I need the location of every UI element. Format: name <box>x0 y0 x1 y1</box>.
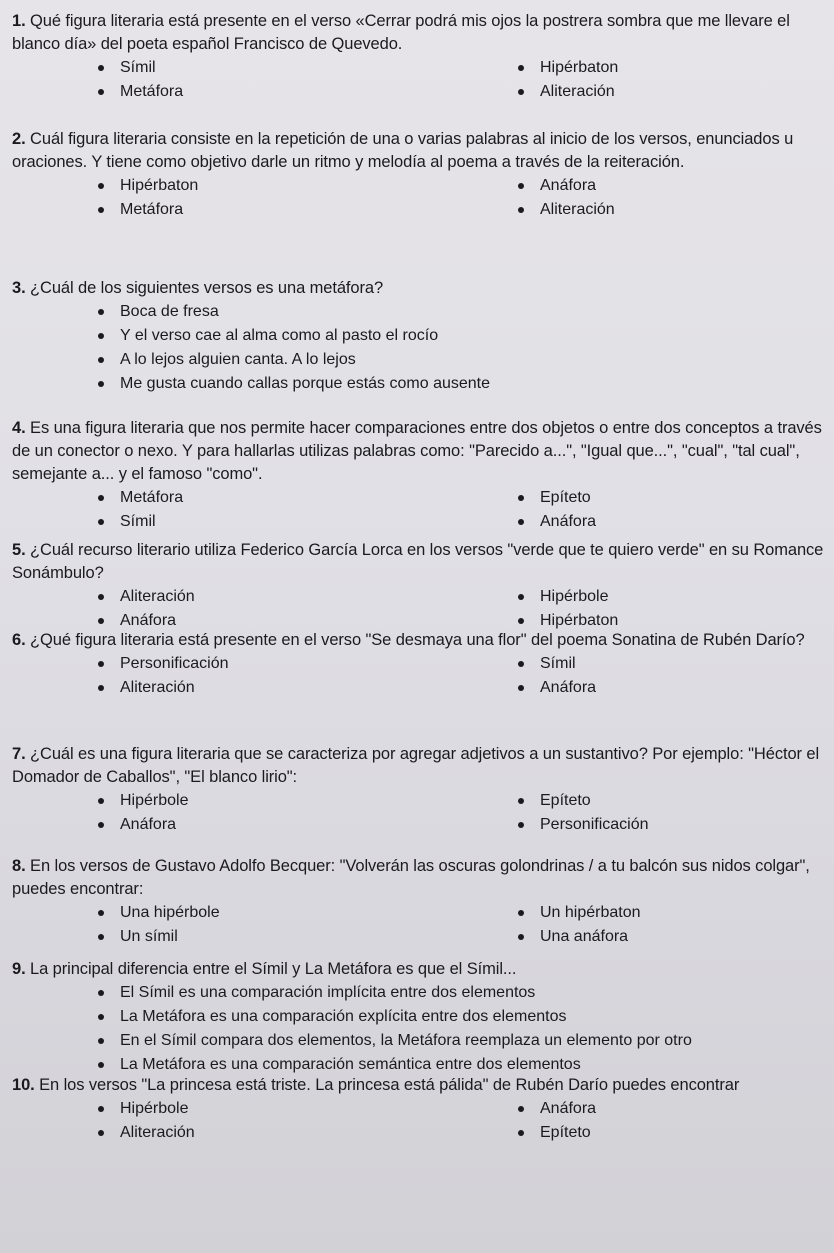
option: Personificación <box>98 652 498 676</box>
option: Anáfora <box>518 1097 818 1121</box>
options <box>98 174 824 222</box>
option: Metáfora <box>98 486 498 510</box>
question-text: Es una figura literaria que nos permite hacer comparaciones entre dos objetos o entre dos conceptos a través de un conector o nexo. Y para hallarlas utilizas palabras como: "Parecido a...", "Igual que...", "cual", "tal cual", semejante a... y el famoso "como". <box>12 419 822 483</box>
option: Hipérbaton <box>518 56 818 80</box>
option: Una hipérbole <box>98 901 498 925</box>
options <box>98 585 824 633</box>
options <box>98 300 824 396</box>
bullet-icon <box>518 1130 524 1136</box>
option: A lo lejos alguien canta. A lo lejos <box>98 348 718 372</box>
options <box>98 486 824 534</box>
bullet-icon <box>98 1130 104 1136</box>
option: Epíteto <box>518 789 818 813</box>
options <box>98 1097 824 1145</box>
bullet-icon <box>98 519 104 525</box>
question-number: 1. <box>12 12 26 30</box>
option: La Metáfora es una comparación explícita entre dos elementos <box>98 1005 718 1029</box>
question-text: En los versos "La princesa está triste. La princesa está pálida" de Rubén Darío puedes encontrar <box>39 1076 740 1094</box>
bullet-icon <box>98 910 104 916</box>
question-8 <box>12 855 824 958</box>
option: Aliteración <box>98 585 498 609</box>
bullet-icon <box>518 1106 524 1112</box>
bullet-icon <box>98 309 104 315</box>
option: Y el verso cae al alma como al pasto el rocío <box>98 324 718 348</box>
bullet-icon <box>98 685 104 691</box>
bullet-icon <box>98 594 104 600</box>
option: Boca de fresa <box>98 300 718 324</box>
option: Un símil <box>98 925 498 949</box>
bullet-icon <box>518 495 524 501</box>
question-number: 2. <box>12 130 26 148</box>
question-text: ¿Cuál recurso literario utiliza Federico García Lorca en los versos "verde que te quiero verde" en su Romance Sonámbulo? <box>12 541 824 582</box>
option: Metáfora <box>98 80 498 104</box>
worksheet <box>12 10 824 1194</box>
bullet-icon <box>518 822 524 828</box>
bullet-icon <box>98 1106 104 1112</box>
option: Hipérbole <box>518 585 818 609</box>
bullet-icon <box>518 934 524 940</box>
bullet-icon <box>518 685 524 691</box>
question-text: Cuál figura literaria consiste en la repetición de una o varias palabras al inicio de los versos, enunciados u oraciones. Y tiene como objetivo darle un ritmo y melodía al poema a través de la reiteración. <box>12 130 794 171</box>
question-number: 8. <box>12 857 26 875</box>
option: Símil <box>518 652 818 676</box>
option: Metáfora <box>98 198 498 222</box>
bullet-icon <box>518 207 524 213</box>
bullet-icon <box>518 65 524 71</box>
bullet-icon <box>98 207 104 213</box>
bullet-icon <box>98 1062 104 1068</box>
option: Aliteración <box>98 1121 498 1145</box>
question-number: 10. <box>12 1076 35 1094</box>
bullet-icon <box>518 519 524 525</box>
options <box>98 981 824 1077</box>
question-9 <box>12 958 824 1074</box>
bullet-icon <box>98 333 104 339</box>
option: Hipérbole <box>98 1097 498 1121</box>
question-5 <box>12 539 824 629</box>
bullet-icon <box>518 661 524 667</box>
bullet-icon <box>518 798 524 804</box>
bullet-icon <box>98 1014 104 1020</box>
bullet-icon <box>518 910 524 916</box>
option: Anáfora <box>98 813 498 837</box>
bullet-icon <box>98 934 104 940</box>
option: Aliteración <box>98 676 498 700</box>
option: Epíteto <box>518 1121 818 1145</box>
question-text: Qué figura literaria está presente en el verso «Cerrar podrá mis ojos la postrera sombra que me llevare el blanco día» del poeta español Francisco de Quevedo. <box>12 12 790 53</box>
bullet-icon <box>98 1038 104 1044</box>
question-text: ¿Cuál de los siguientes versos es una metáfora? <box>30 279 384 297</box>
bullet-icon <box>518 618 524 624</box>
option: Me gusta cuando callas porque estás como ausente <box>98 372 718 396</box>
question-text: ¿Qué figura literaria está presente en el verso "Se desmaya una flor" del poema Sonatina de Rubén Darío? <box>30 631 805 649</box>
option: Una anáfora <box>518 925 818 949</box>
options <box>98 901 824 949</box>
question-number: 9. <box>12 960 26 978</box>
question-number: 7. <box>12 745 26 763</box>
option: Personificación <box>518 813 818 837</box>
bullet-icon <box>98 798 104 804</box>
option: Símil <box>98 56 498 80</box>
option: La Metáfora es una comparación semántica entre dos elementos <box>98 1053 718 1077</box>
bullet-icon <box>98 618 104 624</box>
question-number: 4. <box>12 419 26 437</box>
question-4 <box>12 417 824 539</box>
question-2 <box>12 128 824 277</box>
bullet-icon <box>98 495 104 501</box>
bullet-icon <box>98 65 104 71</box>
option: Epíteto <box>518 486 818 510</box>
question-number: 6. <box>12 631 26 649</box>
option: Anáfora <box>518 174 818 198</box>
option: Hipérbaton <box>98 174 498 198</box>
question-3 <box>12 277 824 417</box>
options <box>98 652 824 700</box>
option: Aliteración <box>518 198 818 222</box>
options <box>98 56 824 104</box>
bullet-icon <box>98 661 104 667</box>
bullet-icon <box>518 183 524 189</box>
bullet-icon <box>98 822 104 828</box>
question-number: 3. <box>12 279 26 297</box>
question-text: ¿Cuál es una figura literaria que se caracteriza por agregar adjetivos a un sustantivo? Por ejemplo: "Héctor el Domador de Caballos", "El blanco lirio": <box>12 745 820 786</box>
question-7 <box>12 743 824 855</box>
question-text: La principal diferencia entre el Símil y La Metáfora es que el Símil... <box>30 960 517 978</box>
option: Un hipérbaton <box>518 901 818 925</box>
bullet-icon <box>518 594 524 600</box>
option: Anáfora <box>518 676 818 700</box>
bullet-icon <box>98 89 104 95</box>
question-10 <box>12 1074 824 1194</box>
bullet-icon <box>98 183 104 189</box>
question-1 <box>12 10 824 128</box>
bullet-icon <box>98 381 104 387</box>
question-number: 5. <box>12 541 26 559</box>
option: Hipérbole <box>98 789 498 813</box>
option: Aliteración <box>518 80 818 104</box>
question-text: En los versos de Gustavo Adolfo Becquer: "Volverán las oscuras golondrinas / a tu balcón sus nidos colgar", puedes encontrar: <box>12 857 810 898</box>
option: El Símil es una comparación implícita entre dos elementos <box>98 981 718 1005</box>
options <box>98 789 824 837</box>
option: En el Símil compara dos elementos, la Metáfora reemplaza un elemento por otro <box>98 1029 718 1053</box>
option: Anáfora <box>98 609 498 633</box>
option: Símil <box>98 510 498 534</box>
option: Hipérbaton <box>518 609 818 633</box>
question-6 <box>12 629 824 743</box>
bullet-icon <box>98 990 104 996</box>
option: Anáfora <box>518 510 818 534</box>
bullet-icon <box>518 89 524 95</box>
bullet-icon <box>98 357 104 363</box>
